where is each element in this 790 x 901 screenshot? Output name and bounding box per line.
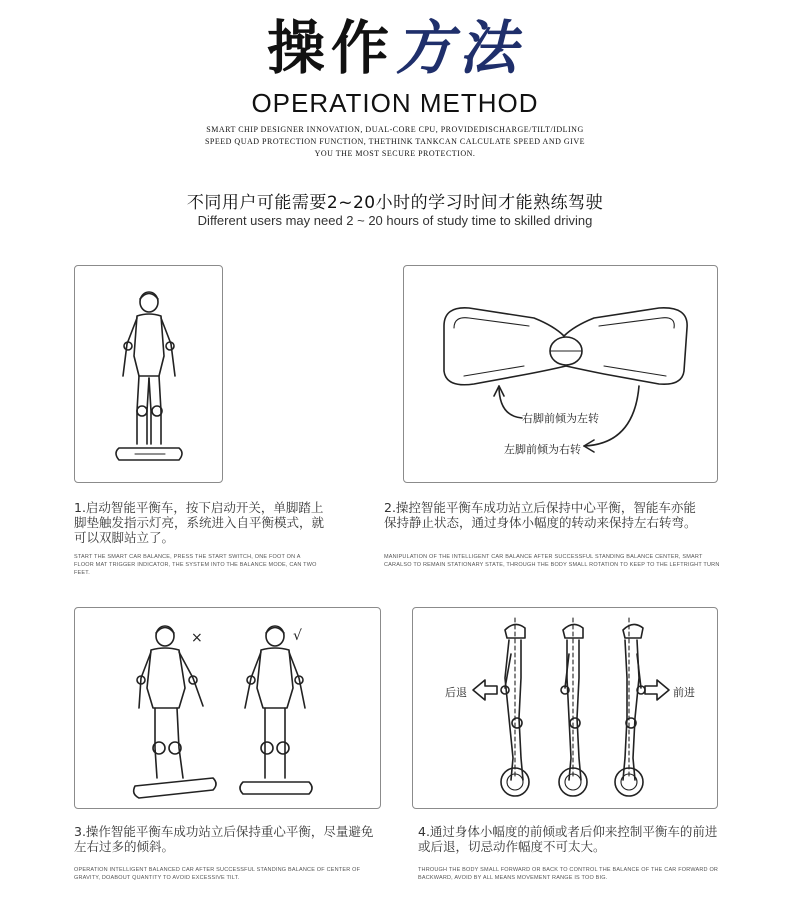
page-title — [0, 8, 790, 88]
subheading-en: Different users may need 2 ~ 20 hours of study time to skilled driving — [197, 213, 593, 228]
step-2-text-en: MANIPULATION OF THE INTELLIGENT CAR BALANCE AFTER SUCCESSFUL STANDING BALANCE CENTER, SMART CARALSO TO REMAIN STATIONARY STATE, THROUGH THE BODY SMALL ROTATION TO KEEP TO THE LEFTRIGHT TURN — [384, 554, 720, 568]
step-1-text-cn: 1.启动智能平衡车，按下启动开关，单脚踏上脚垫触发指示灯亮，系统进入自平衡模式，就可以双脚站立了。 — [74, 500, 325, 545]
title-cn-blue: 方法 — [395, 14, 524, 82]
right-mark: √ — [293, 628, 302, 644]
step-1-panel — [74, 265, 223, 483]
forward-label: 前进 — [673, 686, 695, 699]
subheading-cn: 不同用户可能需要2~20小时的学习时间才能熟练驾驶 — [186, 193, 604, 213]
step-2-text-cn: 2.操控智能平衡车成功站立后保持中心平衡，智能车亦能保持静止状态，通过身体小幅度的转动来保持左右转弯。 — [384, 500, 697, 530]
step-4-text-cn: 4.通过身体小幅度的前倾或者后仰来控制平衡车的前进或后退，切忌动作幅度不可太大。 — [418, 824, 718, 854]
wrong-mark: × — [191, 630, 203, 646]
step-4-panel — [412, 607, 718, 809]
right-turn-label: 右脚前倾为左转 — [522, 412, 599, 425]
step-1-text-en: START THE SMART CAR BALANCE, PRESS THE START SWITCH, ONE FOOT ON A FLOOR MAT TRIGGER INDICATOR, THE SYSTEM INTO THE BALANCE MODE, CAN TWO FEET. — [74, 554, 317, 576]
step-3-text-cn: 3.操作智能平衡车成功站立后保持重心平衡，尽量避免左右过多的倾斜。 — [74, 824, 374, 854]
title-en: OPERATION METHOD — [251, 88, 539, 118]
title-cn-dark: 操作 — [266, 14, 395, 82]
step-3-panel — [74, 607, 381, 809]
balance-posture-illustration — [75, 608, 382, 810]
step-2-panel — [403, 265, 718, 483]
intro-text: SMART CHIP DESIGNER INNOVATION, DUAL-CORE CPU, PROVIDEDISCHARGE/TILT/IDLING SPEED QUAD PROTECTION FUNCTION, THETHINK TANKCAN CALCULATE SPEED AND GIVE YOU THE MOST SECURE PROTECTION. — [204, 125, 585, 158]
step-4-text-en: THROUGH THE BODY SMALL FORWARD OR BACK TO CONTROL THE BALANCE OF THE CAR FORWARD OR BACKWARD, AVOID BY ALL MEANS MOVEMENT RANGE IS TOO BIG. — [418, 867, 719, 881]
standing-rider-illustration — [75, 266, 224, 484]
forward-backward-illustration — [413, 608, 719, 810]
back-label: 后退 — [445, 686, 467, 699]
step-3-text-en: OPERATION INTELLIGENT BALANCED CAR AFTER SUCCESSFUL STANDING BALANCE OF CENTER OF GRAVITY, DOABOUT QUANTITY TO AVOID EXCESSIVE TILT. — [74, 867, 361, 881]
left-turn-label: 左脚前倾为右转 — [504, 443, 581, 456]
